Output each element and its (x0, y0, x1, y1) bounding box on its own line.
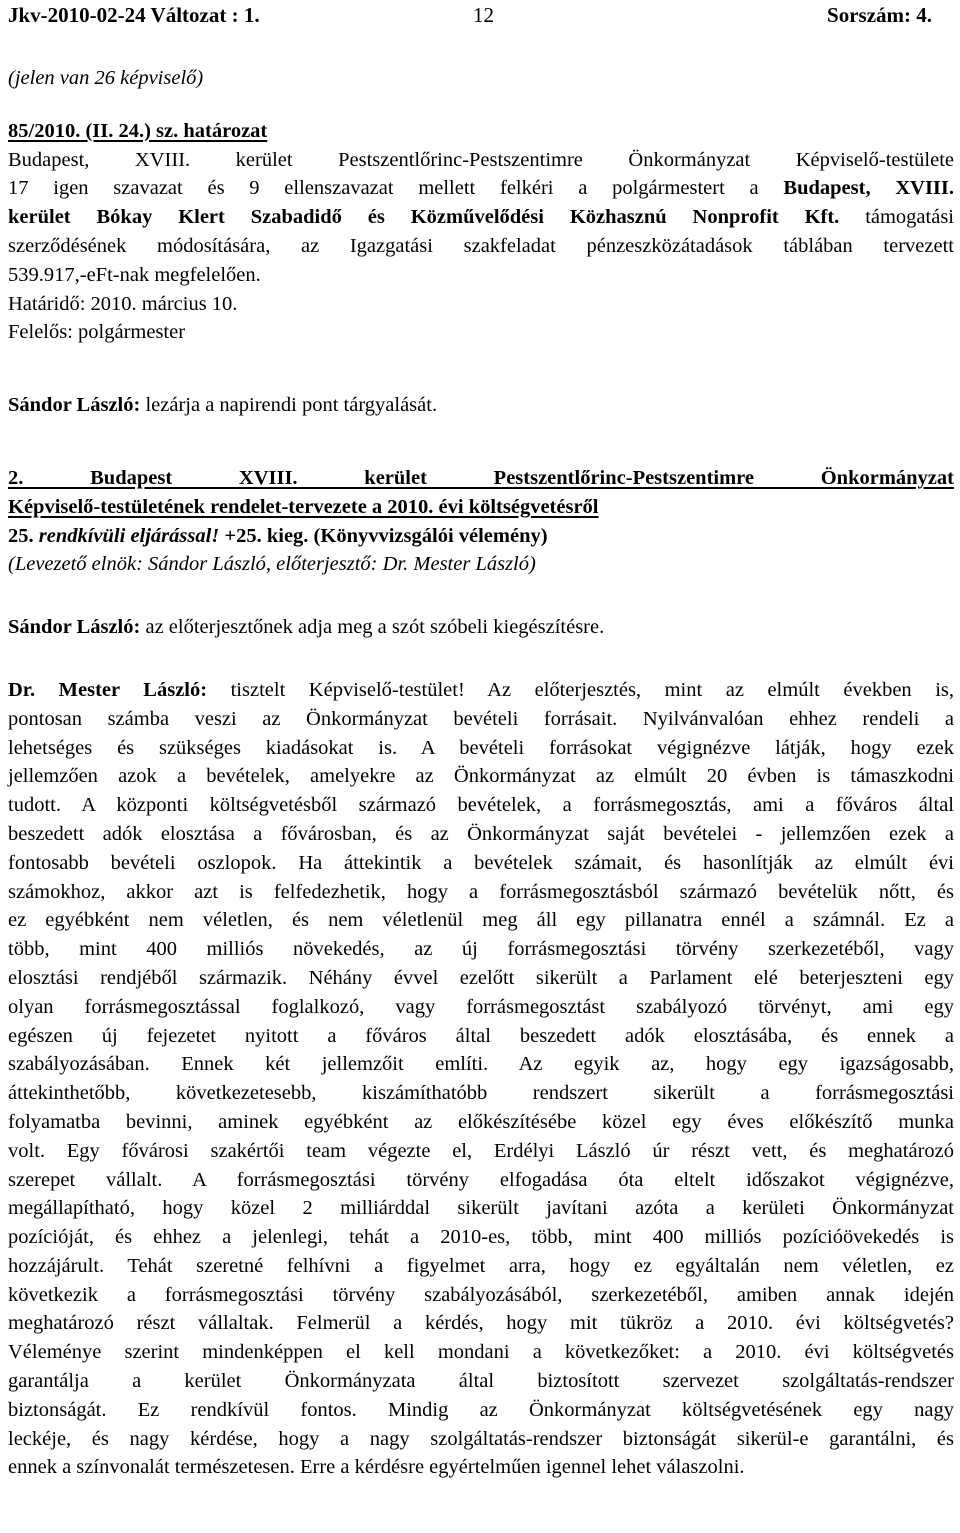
speech-line: szabályozásában. Ennek két jellemzőit említi. Az egyik az, hogy egy igazságosabb, (8, 1053, 954, 1076)
page-header (8, 0, 952, 40)
speech-line: lehetséges és szükséges kiadásokat is. A bevételi forrásokat végignézve látják, hogy ezek (8, 736, 954, 759)
header-serial-number: Sorszám: 4. (827, 3, 932, 27)
speech-line: jellemzően azok a bevételek, amelyekre az Önkormányzat az elmúlt 20 évben is támaszkodni (8, 765, 954, 788)
resolution-responsible: Felelős: polgármester (8, 321, 186, 344)
resolution-title: 85/2010. (II. 24.) sz. határozat (8, 119, 268, 142)
speaker-name: Sándor László: (8, 394, 141, 417)
speech-line: folyamatba bevinni, aminek egyébként az előkészítésébe közel egy éves előkészítő munka (8, 1110, 954, 1133)
speech-line: ennek a színvonalát természetesen. Erre a kérdésre egyértelműen igennel lehet válaszolni. (8, 1456, 745, 1479)
speech-line: következik a forrásmegosztási törvény szabályozásából, szerkezetéből, amiben annak idején (8, 1283, 954, 1306)
agenda-item-chair: (Levezető elnök: Sándor László, előterjesztő: Dr. Mester László) (8, 553, 536, 576)
agenda-item-attachments: 25. rendkívüli eljárással! +25. kieg. (Könyvvizsgálói vélemény) (8, 524, 548, 547)
speech-line: garantálja a kerület Önkormányzata által biztosított szervezet szolgáltatás-rendszer (8, 1370, 954, 1393)
speaker-name: Dr. Mester László: (8, 678, 208, 701)
document-body (8, 64, 954, 1482)
header-doc-id: Jkv-2010-02-24 Változat : 1. (8, 3, 260, 27)
speech-line: pozícióját, és ehhez a jelenlegi, tehát a 2010-es, több, mint 400 milliós pozícióövekedés is (8, 1226, 954, 1249)
speech-line: megállapítható, hogy közel 2 milliárddal sikerült javítani azóta a kerületi Önkormányzat (8, 1197, 954, 1220)
speech-line: Dr. Mester László: tisztelt Képviselő-testület! Az előterjesztés, mint az elmúlt években is, (8, 678, 954, 701)
speech-mester (8, 676, 954, 1482)
speech-line: meghatározó részt vállaltak. Felmerül a kérdés, hogy mit tükröz a 2010. évi költségvetés? (8, 1312, 954, 1335)
speech-line: pontosan számba veszi az Önkormányzat bevételi forrásait. Nyilvánvalóan ehhez rendeli a (8, 707, 954, 730)
speech-line: szerepet vállalt. A forrásmegosztási törvény elfogadása óta eltelt időszakot végignézve, (8, 1168, 954, 1191)
attendance-note: (jelen van 26 képviselő) (8, 67, 204, 89)
speech-line: ez egyébként nem véletlen, és nem véletlenül meg áll egy pillanatra ennél a számnál. Ez a (8, 909, 954, 932)
speech-line: számokhoz, akkor azt is felfedezhetik, hogy a forrásmegosztásból származó bevételük nőtt, és (8, 880, 954, 903)
agenda-item-title-line-2: Képviselő-testületének rendelet-tervezete a 2010. évi költségvetésről (8, 495, 599, 518)
speech-line: leckéje, és nagy kérdése, hogy a nagy szolgáltatás-rendszer biztonságát sikerül-e garantálni, és (8, 1427, 954, 1450)
speech-line: elosztási rendjéből származik. Néhány évvel ezelőtt sikerült a Parlament elé beterjeszteni egy (8, 966, 954, 989)
speech-line: egészen új fejezetet nyitott a főváros által beszedett adók elosztásába, és ennek a (8, 1024, 954, 1047)
resolution-line-4: szerződésének módosítására, az Igazgatási szakfeladat pénzeszközátadások táblában tervezett (8, 234, 954, 257)
speaker-name: Sándor László: (8, 616, 141, 639)
speech-line: Véleménye szerint mindenképpen el kell mondani a következőket: a 2010. évi költségvetés (8, 1341, 954, 1364)
agenda-item-2 (8, 464, 954, 579)
header-page-number: 12 (473, 3, 494, 27)
resolution-block (8, 117, 954, 347)
speech-line: hozzájárult. Tehát szeretné felhívni a figyelmet arra, hogy ez egyáltalán nem véletlen, ez (8, 1254, 954, 1277)
speech-line: tudott. A központi költségvetésből származó bevételek, a forrásmegosztás, ami a főváros által (8, 794, 954, 817)
speech-line: volt. Egy fővárosi szakértői team végezte el, Erdélyi László úr részt vett, és meghatározó (8, 1139, 954, 1162)
resolution-line-1: Budapest, XVIII. kerület Pestszentlőrinc-Pestszentimre Önkormányzat Képviselő-testülete (8, 148, 954, 171)
speech-line: olyan forrásmegosztással foglalkozó, vagy forrásmegosztást szabályozó törvényt, ami egy (8, 995, 954, 1018)
speech-line: beszedett adók elosztása a fővárosban, és az Önkormányzat saját bevételei - jellemzően ezek a (8, 822, 954, 845)
closing-statement: Sándor László: lezárja a napirendi pont tárgyalását. (8, 394, 438, 417)
speech-line: áttekinthetőbb, következetesebb, kiszámíthatóbb rendszert sikerült a forrásmegosztási (8, 1082, 954, 1105)
agenda-item-title-line-1: 2. Budapest XVIII. kerület Pestszentlőrinc-Pestszentimre Önkormányzat (8, 466, 954, 489)
speech-line: több, mint 400 milliós növekedés, az új forrásmegosztási törvény szerkezetéből, vagy (8, 938, 954, 961)
speech-sandor: Sándor László: az előterjesztőnek adja meg a szót szóbeli kiegészítésre. (8, 616, 605, 639)
resolution-line-3: kerület Bókay Klert Szabadidő és Közművelődési Közhasznú Nonprofit Kft. támogatási (8, 206, 954, 229)
speech-line: biztonságát. Ez rendkívül fontos. Mindig az Önkormányzat költségvetésének egy nagy (8, 1398, 954, 1421)
resolution-deadline: Határidő: 2010. március 10. (8, 292, 238, 315)
resolution-line-2: 17 igen szavazat és 9 ellenszavazat mellett felkéri a polgármestert a Budapest, XVIII. (8, 177, 954, 200)
resolution-line-5: 539.917,-eFt-nak megfelelően. (8, 263, 261, 286)
speech-line: fontosabb bevételi oszlopok. Ha áttekintik a bevételek számait, és hasonlítják az elmúlt évi (8, 851, 954, 874)
